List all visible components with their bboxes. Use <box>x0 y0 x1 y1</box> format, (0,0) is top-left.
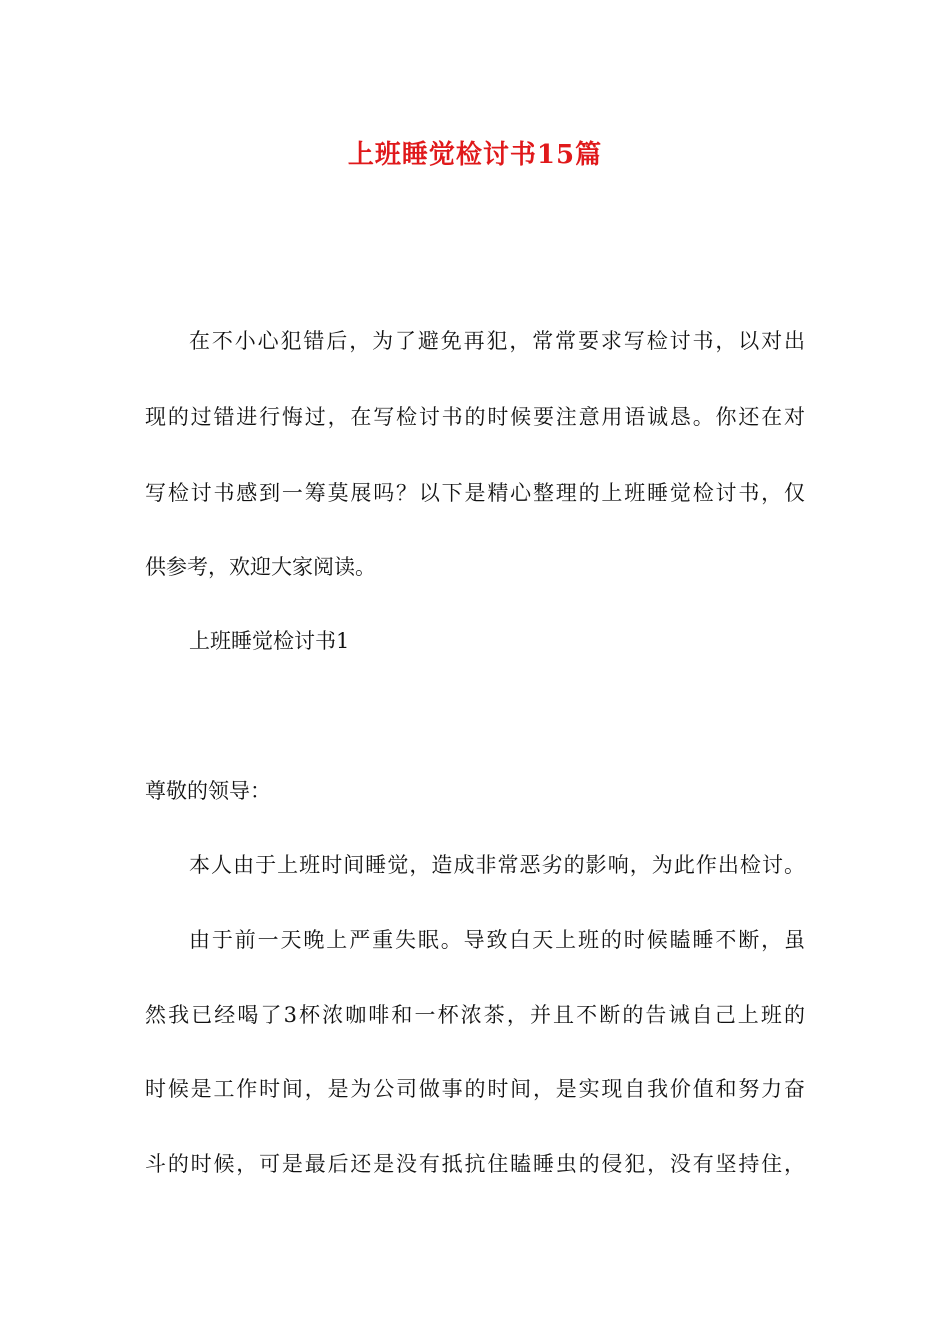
intro-line-2: 现的过错进行悔过，在写检讨书的时候要注意用语诚恳。你还在对 <box>145 405 805 429</box>
paragraph-2-line-2: 然我已经喝了3杯浓咖啡和一杯浓茶，并且不断的告诫自己上班的 <box>145 1003 805 1027</box>
paragraph-2-line-3: 时候是工作时间，是为公司做事的时间，是实现自我价值和努力奋 <box>145 1077 805 1101</box>
paragraph-2-line-4: 斗的时候，可是最后还是没有抵抗住瞌睡虫的侵犯，没有坚持住， <box>145 1152 805 1176</box>
paragraph-1: 本人由于上班时间睡觉，造成非常恶劣的影响，为此作出检讨。 <box>189 853 805 877</box>
paragraph-2-line-1: 由于前一天晚上严重失眠。导致白天上班的时候瞌睡不断，虽 <box>189 928 805 952</box>
section-heading: 上班睡觉检讨书1 <box>189 629 350 653</box>
document-title: 上班睡觉检讨书15篇 <box>347 140 603 170</box>
intro-line-4: 供参考，欢迎大家阅读。 <box>145 555 376 579</box>
intro-line-1: 在不小心犯错后，为了避免再犯，常常要求写检讨书，以对出 <box>189 329 805 353</box>
intro-line-3: 写检讨书感到一筹莫展吗？以下是精心整理的上班睡觉检讨书，仅 <box>145 481 805 505</box>
salutation: 尊敬的领导： <box>145 779 271 803</box>
